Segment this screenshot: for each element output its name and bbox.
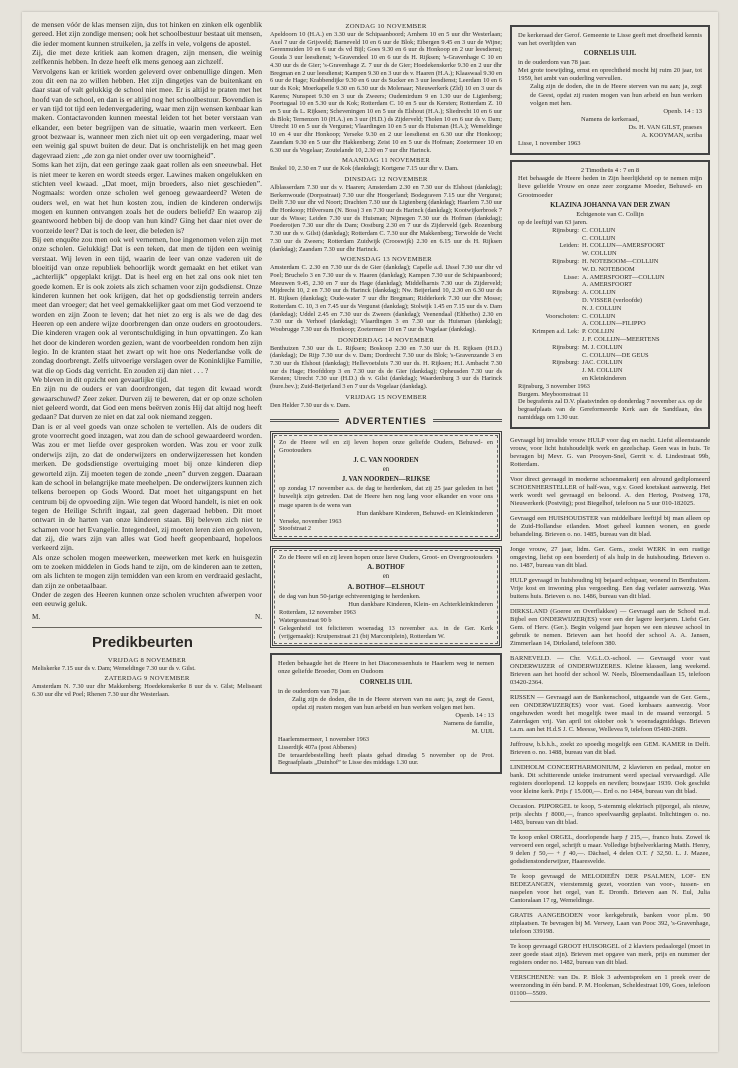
classified-ad xyxy=(510,543,710,574)
ad-place: Rotterdam, 12 november 1963 xyxy=(279,609,356,617)
family-name: D. VISSER (verloofde) xyxy=(582,296,643,304)
notice-place: Rijnsburg, 3 november 1963 xyxy=(518,382,590,390)
ad-verse: Zalig zijn de doden, die in de Heere sterven van nu aan; ja, zegt de Geest, opdat zij rusten mogen van hun arbeid en hun werken volgen met hen. xyxy=(292,695,494,711)
family-name: J. F. COLLIJN—MEERTENS xyxy=(582,335,660,343)
family-place xyxy=(518,375,582,383)
family-name: P. COLLIJN xyxy=(582,328,614,336)
ad-body: op zondag 17 november a.s. de dag te herdenken, dat zij 25 jaar geleden in het huwelijk zijn getreden. Dat de Heere hen nog lang voor elkander en voor ons mage sparen is de wens van xyxy=(279,485,493,509)
classified-ad-text: Gevraagd bij invalide vrouw HULP voor dag en nacht. Liefst alleenstaande vrouw, voor licht huishoudelijk werk en gezelschap. Geen was in huis. Te bevragen bij Mevr. G. van Prooyen-Snel, Gerrit v. d. Lindestraat 99b, Rotterdam. xyxy=(510,436,710,468)
schedule-day: VRIJDAG 15 NOVEMBER xyxy=(345,393,427,401)
family-name: en Kleinkinderen xyxy=(582,374,627,382)
notice-signature: A. KOOYMAN, scriba xyxy=(641,132,702,140)
ad-thanks: Hun dankbare Kinderen, Klein- en Achterkleinkinderen xyxy=(348,601,493,609)
family-name: C. COLLIJN—DE GEUS xyxy=(582,351,649,359)
ad-name: A. BOTHOF—ELSHOUT xyxy=(347,583,425,591)
ad-name: CORNELIS UIJL xyxy=(359,678,413,686)
family-place xyxy=(518,367,582,375)
family-place: Voorschoten: xyxy=(545,312,579,320)
article-paragraph: Als onze scholen mogen meewerken, meewerken met kerk en huisgezin om te zoeken middelen in Gods hand te zijn, om de kinderen aan te zetten, om als lichten te mogen zijn temidden van een krom en verdraaid geslacht, dan zijn ze onbetaalbaar. xyxy=(32,552,262,590)
family-row xyxy=(518,250,702,258)
ad-name: J. C. VAN NOORDEN xyxy=(353,456,419,464)
ad-family: Namens de familie, xyxy=(443,719,494,727)
family-list xyxy=(518,227,702,383)
ad-intro: Heden behaagde het de Heere in het Diaconessenhuis te Haarlem weg te nemen onze geliefde Broeder, Oom en Oudoom xyxy=(278,660,494,676)
ad-place: Haarlemmermeer, 1 november 1963 xyxy=(278,736,370,744)
family-place xyxy=(518,235,582,243)
ad-conjunction: en xyxy=(382,465,390,473)
notice-age: in de ouderdom van 78 jaar. xyxy=(518,59,591,67)
classified-ad-text: VERSCHENEN: van Ds. P. Blok 3 adventspreken en 1 preek over de weerzonding in één band. P. M. Hookman, Scheldestraat 109, Goes, telefoon 01100—5509. xyxy=(510,973,710,997)
article-paragraph: Soms kan het zijn, dat een geringe zaak gaat rollen als een sneeuwbal. Het is niet meer te keren en wordt steeds erger. Lawines maken ongelukken en stichten veel kwaad. „Dat moet, mijn broeders, also niet geschieden”. Nogmaals: worden onze scholen wel genoeg gewaardeerd? Weten de ouders wel, en wat het hun kosten zou, indien de kinderen onderwijs mogen en kunnen ontvangen zoals het de ouders beliefd? En waarop zij geantwoord hebben bij de doop van hun kind? Ging het daar niet over de voorzeide leer? Dat is toch de leer, die beleden is? xyxy=(32,160,262,235)
notice-verse-ref: Openb. 14 : 13 xyxy=(663,107,702,115)
family-row xyxy=(518,359,702,367)
newspaper-page xyxy=(22,12,718,1052)
ad-address: Watergeusstraat 90 b xyxy=(279,616,332,624)
ad-address: Lisserdijk 407a (post Abbenes) xyxy=(278,743,357,751)
ad-address: Stoofstraat 2 xyxy=(279,525,312,533)
signature-right: N. xyxy=(255,612,262,621)
family-row xyxy=(518,289,702,297)
family-name: C. COLLIJN xyxy=(582,226,616,234)
ad-name: A. BOTHOF xyxy=(367,564,405,572)
notice-signature: Ds. H. VAN GILST, praeses xyxy=(628,123,702,131)
classified-ad-text: Te koop gevraagd de MELODIEËN DER PSALMEN, LOF- EN BEDEZANGEN, vierstemmig gezet, voorzien van voor-, tussen- en naspelen voor het orgel, van E. Dronth. Brieven aan N. Eul, Julia Cantoralaan 17 rg, Wemeldinge. xyxy=(510,872,710,904)
schedule-day: WOENSDAG 13 NOVEMBER xyxy=(340,256,432,264)
classified-ad-text: LINDHOLM CONCERTHARMONIUM, 2 klavieren en pedaal, motor en bank. Dit schitterende unieke instrument werd speciaal vervaardigd. Alle registers doorlopend. 12 koppels en nevilen; bouwjaar 1939. Ook geschikt voor kleine kerk. Prijs ƒ 15.000,—. Erd o. no 1484, bureau van dit blad. xyxy=(510,763,710,795)
schedule-text: Meliskerke 7.15 uur ds v. Dam; Wemeldinge 7.30 uur ds v. Gilst. xyxy=(32,664,196,672)
family-place: Leiden: xyxy=(559,242,579,250)
classified-ad-text: Te koop enkel ORGEL, doorlopende harp ƒ 215,—, franco huis. Zowel ik vervoerd een orgel, schrijft u maar. Volledige bijbelverklaring Matth. Henry, 9 delen ƒ 50,— + ƒ 40,—. Dächsel, 4 delen O.T. ƒ 32,50. L. J. Mazee, godsdienstonderwijzer, Haaresvelde. xyxy=(510,833,710,865)
ad-verse-ref: Openb. 14 : 13 xyxy=(455,711,494,719)
family-row xyxy=(518,352,702,360)
church-notice xyxy=(510,25,710,155)
schedule-day: ZONDAG 10 NOVEMBER xyxy=(345,23,427,30)
family-name: M. J. COLLIJN xyxy=(582,343,623,351)
ad-thanks: Hun dankbare Kinderen, Behuwd- en Kleinkinderen xyxy=(356,509,493,517)
family-row xyxy=(518,274,702,282)
schedule-text: Alblasserdam 7.30 uur ds v. Haaren; Amsterdam 2.30 en 7.30 uur ds Elshout (dankdag); Berkenwoude (Dorpsstraat) 7.30 uur dhr Hoogerland; Bodegraven 7.15 uur dhr Vergunst; Delft 7.30 uur dhr vd Noort; Drachten 7.30 uur ds Ligtenberg (dankdag); Haarlem 7.30 uur dhr Honkoop; Hilversum (N. Boss) 3 en 7.30 uur ds Harinck (dankdag); Kootwijkerbroek 7 uur ds Wisse; Leiden 7.30 uur ds Huisman; Nijmegen 7.30 uur ds Hofman (dankdag); Poederoijen 7.30 uur dhr ds Dam; Oostburg 2.30 en 7 uur ds Zijderveld (geb. Rozenburg 7.30 uur ds v. Gilst) (dankdag); Rotterdam C. 7.30 uur dhr Makkenberg; Terwolde de Vecht 7.30 uur ds Zweers; Rotterdam Zuidwijk (Crooswijk) 2.30 en 6.15 uur ds H. Rijksen (dankdag); Zaandam 7.30 uur dhr Harinck. xyxy=(270,183,502,253)
article-column xyxy=(32,20,262,699)
family-row xyxy=(518,367,702,375)
ad-age: in de ouderdom van 78 jaar. xyxy=(278,687,351,695)
signature-left: M. xyxy=(32,612,41,621)
ad-name: J. VAN NOORDEN—RIJKSE xyxy=(341,476,431,484)
family-name: H. COLLIJN—AMERSFOORT xyxy=(582,242,665,250)
schedule-text: Den Helder 7.30 uur ds v. Dam. xyxy=(270,401,351,409)
classified-ads xyxy=(510,434,710,1002)
family-place xyxy=(518,266,582,274)
classified-ad xyxy=(510,605,710,652)
article-paragraph: Dan is er al veel goeds van onze scholen te vertellen. Als de ouders dit grote voorrecht goed inzagen, wat zou dan de school gewaardeerd worden. Was zou er met liefde over gesproken worden. Was zou er voor zulk onderwijs zijn, zo dat de onderwijzers en onderwijzeressen het konden merken. De godsdienstige overtuiging moet bij onze kinderen diep geworteld zijn. Zij moeten tegen de zonde „neen” durven zeggen. Daaraan kan de school in belangrijke mate meehelpen. De onderwijzers kunnen zich telkens beroepen op Gods Woord. Dat moet het uitgangspunt en het centrum bij de opvoeding zijn. Wie tegen dat Woord handelt, is niet en ook tegen de Heilige Schrift ingaat, zal geen dageraad hebben. Dit moet ontwart in de harten van onze kinderen staan. Bij beleven zich niet te schamen voor het Evangelie. Integendeel, zij moeten leren zien en geloven, dat zij, die wars zijn van alles wat God heeft geopenbaard, hopeloos verkeerd zijn. xyxy=(32,421,262,553)
classified-ad xyxy=(510,473,710,512)
classified-ad-text: Voor direct gevraagd in moderne schoenmakerij een alround gediplomeerd SCHOENHERSTELLER of half-was, v.g.v. Goed koetskast aanwezig. Het werk wordt wel gevraagd en beloond. A. den Hertog, Postweg 178, Nieuwerkerk (Postviig); post Biegelhof, telefoon na 5 uur 010-182025. xyxy=(510,475,710,507)
family-place: Rijnsburg: xyxy=(552,289,579,297)
anniversary-ad xyxy=(270,431,502,542)
schedule-day: DONDERDAG 14 NOVEMBER xyxy=(337,336,435,344)
notice-name: CORNELIS UIJL xyxy=(583,50,637,58)
schedule-and-ads-column xyxy=(270,20,502,779)
schedule-day: MAANDAG 11 NOVEMBER xyxy=(342,157,430,165)
family-row xyxy=(518,266,702,274)
classified-ad xyxy=(510,691,710,738)
schedule-day: ZATERDAG 9 NOVEMBER xyxy=(104,675,190,683)
family-name: H. NOTEBOOM—COLLIJN xyxy=(582,257,659,265)
family-place: Krimpen a.d. Lek: xyxy=(532,328,579,336)
family-row xyxy=(518,375,702,383)
family-row xyxy=(518,328,702,336)
family-row xyxy=(518,313,702,321)
ad-funeral: De teraardebestelling heeft plaats gehad dinsdag 5 november op de Prot. Begraafplaats „Duinhof” te Lisse des middags 1.30 uur. xyxy=(278,751,494,767)
classified-ad xyxy=(510,574,710,605)
classified-ad xyxy=(510,800,710,831)
family-row xyxy=(518,297,702,305)
article-paragraph: En zijn nu de ouders er van doordrongen, dat tegen dit kwaad wordt gewaarschuwd? Zeer zeker. Durven zij te beweren, dat er op onze scholen niet geleerd wordt, dat God een mens beërven zonis Hij dat altijd nog heeft gedaan? Dat durven ze niet en dat zal ook niemand zeggen. xyxy=(32,384,262,422)
classified-ad-text: RIJSSEN — Gevraagd aan de Bankenschool, uitgaande van de Ger. Gem., een ONDERWIJZER(ES) voor vast. Goed kenbaars aanwezig. Voor ongehuwden wordt het mogelijk twee maal in de maand verzorgd. 5 Zaterdagen vrij. Van april tot oktober ook 's woensdagmiddags. Brieven t.a.m. aan het H.d.S J. C. Meesse, Wellevea 9, telefoon 05480-2689. xyxy=(510,693,710,733)
ad-intro: Zo de Heere wil en zij leven hopen onze lieve Ouders, Groot- en Overgrootouders xyxy=(279,554,493,562)
classified-ad xyxy=(510,909,710,940)
family-name: C. COLLIJN xyxy=(582,234,616,242)
classified-ad-text: GRATIS AANGEBODEN voor kerkgebruik, banken voor pl.m. 90 zitplaatsen. Te bevragen bij M. Verwey, Laan van Pooc 392, 's-Gravenhage, telefoon 339198. xyxy=(510,911,710,935)
ad-place: Yerseke, november 1963 xyxy=(279,517,342,525)
classified-ad xyxy=(510,512,710,543)
schedule-text: Amsterdam C. 2.30 en 7.30 uur ds de Gier (dankdag); Capelle a.d. IJssel 7.30 uur dhr vd Poel; Bruchelo 3 en 7.30 uur ds v. Haaren (dankdag); Kampen 7.30 uur de Schipaanboord; Meeuwen 9.45, 2.30 en 7 uur ds Hage (dankdag); Middelharnis 7.30 uur ds Zijderveld; Mijdrecht 10, 2 en 7.30 uur ds Harinck (dankdag); Nw. Beijerland 10, 2.30 en 6.30 uur ds H. Rijksen (dankdag); Oude-water 7 uur dhr Bregman; Ridderkerk 7.30 uur dhr Mosse; Rotterdam C. 10, 3 en 7.45 uur ds Vergunst (dankdag); Stolwijk 1.45 en 7.15 uur ds v. Dam (dankdag); Uddel 2.45 en 7.30 uur ds Zweers (dankdag); Veenendaal (Elthetho) 2.30 en 7.30 uur ds Verhoef (dankdag); Vlaardingen 3 en 7.30 uur ds Huisman (dankdag); Woubrugge 7.30 uur ds Honkoop; Zoetermeer 10 en 7 uur ds Vogelaar (dankdag). xyxy=(270,264,502,333)
predikbeurten-title: Predikbeurten xyxy=(92,633,193,651)
advertisements-title: ADVERTENTIES xyxy=(345,415,427,426)
notices-column xyxy=(510,20,710,1002)
schedule-text: Apeldoorn 10 (H.A.) en 3.30 uur de Schipaanboord; Arnhem 10 en 5 uur dhr Westerlaan; Axel 7 uur de Grijsveld; Barneveld 10 en 6 uur de Blok; Eibergen 9.45 en 3 uur de Wijne; Gerenmuiden 10 en 6 uur ds vd Bijl; Goes 9.30 en 6 uur ds Honkoop en 2 uur leesdienst; Gouda 3 uur leesdienst; 's-Gravendeel 10 en 6 uur ds H. Rijksen; 's-Gravenhage C 10 en 4.30 uur ds de Gier; 's-Gravenhage Z. 7 uur ds de Gier; Hoedekenskerke 9.30 en 2 uur dhr Bregman en 2 uur leesdienst; Kampen 9.30 en 3 uur ds v. Haaren (H.A.); Klaaswaal 9.30 en 6 uur de Hage; Krabbendijke 9.30 en 6 uur ds Sucker en 3 uur leesdienst; Leerdam 10 en 6 uur ds Kok; Moerkapelle 9.30 en 6.30 uur ds Molenaar; Nieuwerkerk (Zld) 10 en 3 uur ds Karens; Nunspeet 9.30 en 3 uur ds Zweers; Oudemirdum 9 en 1.30 uur de Ligtenberg; Poortugaal 10 en 5.30 uur ds Kok; Rotterdam C. 10 en 5 uur ds Kersten; Rotterdam Z. 10 en 5 uur ds L. Rijksen; Scheveningen 10 en 5 uur ds Elshout (H.A.); Sliedrecht 10 en 6 uur ds Blok; Ternenzen 10 (H.A.) en 3 uur (H.D.) ds Zijderveld; Tholen 10 en 6 uur ds v. Dam; Utrecht 10 en 5 uur ds Vergunst; Vlaardingen 10 en 5 uur ds Huisman (H.A.); Wemeldinge 10 en 4 uur dhr Honkoop; Yerseke 9.30 en 2 uur leesdienst en 6.30 uur dhr Honkoop; Zaandam 9.30 en 5 uur dhr Hakkenberg; Zeist 10 en 5 uur ds Hofman; Zoetermeer 10 en 6.30 uur ds Vogelaar; Zoutelande 10, 2.30 en 7 uur dhr Harinck. xyxy=(270,31,502,154)
ad-conjunction: en xyxy=(382,573,390,581)
article-paragraph: Zij, die met deze kritiek aan komen dragen, zijn mensen, die weinig zelfkennis hebben. In deze heeft elk mens genoeg aan zichzelf. xyxy=(32,48,262,67)
anniversary-ad xyxy=(270,546,502,648)
family-name: A. AMERSFOORT xyxy=(582,281,633,289)
classified-ad xyxy=(510,652,710,691)
schedule-text: Benthuizen 7.30 uur ds L. Rijksen; Boskoop 2.30 en 7.30 uur ds H. Rijksen (H.D.) (dankdag); De Rijp 7.30 uur ds v. Dam; Dordrecht 7.30 uur ds Blok; 's-Gravenzande 3 en 7.30 uur ds Elshout (dankdag); Hellevoetsluis 7.30 uur ds. H. Rijksen; H.I. Ambacht 7.30 uur ds Hage; Hoofddorp 3 en 7.30 uur ds de Gier (dankdag); Opheusden 7.30 uur ds Kersten; Utrecht 7.30 uur (H.D.) ds v. Gilst (dankdag); Waardenburg 3 uur ds Harinck (bure.bev.); Zuid-Beijerland 3 en 7 uur ds Vogelaar (dankdag). xyxy=(270,344,502,391)
family-place: Rijnsburg: xyxy=(552,343,579,351)
article-paragraph: Bij een enquête zou men ook wel vernemen, hoe ingenomen velen zijn met onze scholen. Gelukkig! Dat is een teken, dat men de tijden een weinig verstaat. Wij leven in een tijd, waarin de leer van onze vaderen uit de bloeitijd van onze republiek behoorlijk wordt gemaakt en het etiket van „achterlijk” opgeplakt krijgt. Dat is heel erg en het zal ons ook niet ten goede komen. Er is ook zoiets als zich schamen voor zijn godsdienst. Onze kinderen kunnen het ook krijgen, dat het op godsdienstig terrein anders meet dan vroeger; dat het veel gemakkelijker gaat om met God verzoend te worden en zijn Zoon te leven; dat het niet zo erg is als we de dag des Heeren op een andere wijze doorbrengen dan onze ouders en grootouders. Die kinderen vragen ook al verontschuldiging in hun opvattingen. Zo kan het door de kinderen worden gezien, want de voorbeelden rondom hen zijn legio. In de kranten staat het zwart op wit hoe ons Nederlandse volk de zondag doorbrengt. Zelfs uitvoerige verslagen over de Koninklijke Familie, wat die op Gods dag verricht. En zouden zij dan niet . . . ? xyxy=(32,234,262,375)
family-row xyxy=(518,320,702,328)
classified-ad-text: Juffrouw, b.b.h.h., zoekt zo spoedig mogelijk een GEM. KAMER in Delft. Brieven o. no. 1488, bureau van dit blad. xyxy=(510,740,710,756)
family-place xyxy=(518,297,582,305)
notice-address: Burgem. Meyboomstraat 11 xyxy=(518,390,589,398)
classified-ad-text: Te koop gevraagd GROOT HUISORGEL of 2 klaviers pedaalorgel (moet in zeer goede staat zijn). Brieven met opgave van merk, prijs en nummer der registers onder no. 1482, bureau van dit blad. xyxy=(510,942,710,966)
classified-ad xyxy=(510,940,710,971)
classified-ad-text: BARNEVELD. — Chr. V.G.L.O.-school. — Gevraagd voor vast ONDERWIJZER of ONDERWIJZERES. Kleine klassen, lang weekend. Brieven aan het hoofd der school W. Neels, Bloemendaallaan 15, telefoon 03420-2364. xyxy=(510,654,710,686)
classified-ad xyxy=(510,761,710,800)
ad-extra: Gelegenheid tot feliciteren woensdag 13 november a.s. in de Ger. Kerk (vrijgemaakt): Kruipenstraat 21 (bij Marconiplein), Rotterdam W. xyxy=(279,624,493,640)
family-place xyxy=(518,281,582,289)
ad-body: de dag van hun 50-jarige echtvereniging te herdenken. xyxy=(279,592,421,600)
family-row xyxy=(518,235,702,243)
family-row xyxy=(518,305,702,313)
notice-council: Namens de kerkeraad, xyxy=(581,115,639,123)
notice-funeral: De begrafenis zal D.V. plaatsvinden op donderdag 7 november a.s. op de begraafplaats van de Gereformeerde Kerk aan de Sandtlaan, des namiddags om 1.30 uur. xyxy=(518,398,702,421)
classified-ad-text: DIRKSLAND (Goeree en Overflakkee) — Gevraagd aan de School m.d. Bijbel een ONDERWIJZER(ES) voor een der lagere leerjaren. Liefst Ger. Gem. of Herv. (Ger.). Begin volgend jaar hopen we een nieuwe school in gebruik te nemen. Brieven aan het hoofd der school A. A. Jansen, Zimmerlaan 14, Dirksland, telefoon 380. xyxy=(510,607,710,647)
notice-name: KLAZINA JOHANNA VAN DER ZWAN xyxy=(550,201,670,209)
schedule-day: VRIJDAG 8 NOVEMBER xyxy=(107,656,187,664)
family-name: A. COLLIJN—FILIPPO xyxy=(582,320,646,328)
classified-ad-text: Gevraagd een HUISHOUDSTER van middelbare leeftijd bij man alleen op de Zuid-Hollandse eilanden. Moet geheel kunnen wonen, en goede behandeling. Brieven o. no. 1485, bureau van dit blad. xyxy=(510,514,710,538)
family-place xyxy=(518,250,582,258)
family-place: Rijnsburg: xyxy=(552,359,579,367)
family-place: Lisse: xyxy=(563,273,579,281)
family-name: W. D. NOTEBOOM xyxy=(582,265,635,273)
family-place xyxy=(518,305,582,313)
article-paragraph: de mensen vóór de klas mensen zijn, dus tot hinken en zinken elk ogenblik gereed. Het zijn zondige mensen; ook het schoolbestuur bestaat uit mensen, die ieder moment kunnen struikelen, ja zelfs in vele, volgens de apostel. xyxy=(32,20,262,48)
notice-intro: Het behaagde de Heere heden in Zijn heerlijkheid op te nemen mijn lieve geliefde Vrouw en onze zeer zorgzame Moeder, Behuwd- en Grootmoeder xyxy=(518,175,702,199)
ad-signature: M. UIJL xyxy=(471,728,494,735)
notice-verse-ref: 2 Timotheüs 4 : 7 en 8 xyxy=(580,167,640,175)
family-name: JAC. COLLIJN xyxy=(582,359,623,367)
family-place xyxy=(518,352,582,360)
schedule-text: Amsterdam N. 7.30 uur dhr Makkenberg; Hoedekenskerke 8 uur ds v. Gilst; Meliseant 6.30 uur dhr vd Poel; Rhenen 7.30 uur dhr Westerlaan. xyxy=(32,683,262,699)
classified-ad xyxy=(510,738,710,761)
family-place: Rijnsburg: xyxy=(552,226,579,234)
notice-age: op de leeftijd van 63 jaren. xyxy=(518,218,588,226)
family-name: W. COLLIJN xyxy=(582,250,617,258)
family-name: C. COLLIJN xyxy=(582,312,616,320)
notice-spouse: Echtgenote van C. Collijn xyxy=(576,210,644,218)
classified-ad-text: Occasion. PIJPORGEL te koop, 5-stemmig elektrisch pijporgel, als nieuw, prijs slechts ƒ 8000,—, franco speelvaardig geplaatst. Inlichtingen o. no. 1483, bureau van dit blad. xyxy=(510,802,710,826)
classified-ad xyxy=(510,434,710,473)
family-row xyxy=(518,242,702,250)
family-row xyxy=(518,336,702,344)
notice-place: Lisse, 1 november 1963 xyxy=(518,140,581,148)
obituary-notice xyxy=(510,160,710,428)
ad-intro: Zo de Heere wil en zij leven hopen onze geliefde Ouders, Behuwd- en Grootouders xyxy=(279,438,493,454)
family-name: J. M. COLLIJN xyxy=(582,367,623,375)
notice-intro: De kerkeraad der Gerof. Gemeente te Lisse geeft met droefheid kennis van het overlijden van xyxy=(518,32,702,48)
family-name: A. AMERSFOORT—COLLIJN xyxy=(582,273,665,281)
classified-ad xyxy=(510,831,710,870)
classified-ad-text: Jonge vrouw, 27 jaar, lidm. Ger. Gem., zoekt WERK in een rustige omgeving, liefst op een boerderij of als hulp in de huishouding. Brieven o. no. 1487, bureau van dit blad. xyxy=(510,545,710,569)
obituary-ad xyxy=(270,653,502,774)
notice-body: Met grote toewijding, ernst en oprechtheid mocht hij ruim 20 jaar, tot 1959, het ambt van ouderling vervullen. xyxy=(518,67,702,83)
family-place xyxy=(518,336,582,344)
classified-ad-text: HULP gevraagd in huishouding bij bejaard echtpaar, wonend in Benthuizen. Vrije kost en inwoning plus vergoeding. Een dag verlater aanwezig. Was buitens huis. Brieven o. no. 1486, bureau van dit blad. xyxy=(510,576,710,600)
family-row xyxy=(518,258,702,266)
family-place xyxy=(518,320,582,328)
schedule-text: Brakel 10, 2.30 en 7 uur de Kok (dankdag); Kortgene 7.15 uur dhr v. Dam. xyxy=(270,165,459,173)
schedule-day: DINSDAG 12 NOVEMBER xyxy=(344,175,428,183)
church-schedule xyxy=(270,23,502,410)
divider xyxy=(32,627,262,628)
family-name: N. J. COLLIJN xyxy=(582,304,622,312)
article-paragraph: We bleven in dit opzicht een gevaarlijke tijd. xyxy=(32,375,169,385)
family-name: A. COLLIJN xyxy=(582,289,616,297)
notice-verse: Zalig zijn de doden, die in de Heere sterven van nu aan; ja, zegt de Geest, opdat zij rusten mogen van hun arbeid en hun werken volgen met hen. xyxy=(530,83,702,107)
classified-ad xyxy=(510,971,710,1002)
family-place: Rijnsburg: xyxy=(552,257,579,265)
article-paragraph: Onder de zegen des Heeren kunnen onze scholen vruchten afwerpen voor een eeuwig geluk. xyxy=(32,589,262,609)
family-row xyxy=(518,281,702,289)
family-row xyxy=(518,344,702,352)
family-row xyxy=(518,227,702,235)
advertisements-header xyxy=(270,416,502,426)
article-signature xyxy=(32,613,262,621)
classified-ad xyxy=(510,870,710,909)
article-paragraph: Vervolgens kan er kritiek worden geleverd over onbenullige dingen. Men zou dit een na zo willen hebben. Het zijn dingetjes van de buitenkant en daar staat of valt gelukkig de school niet mee. Er is altijd te praten met het hoofd van de school, en dan is er altijd nog het schoolbestuur. Bovendien is er van tijd tot tijd een ledenvergadering, waar men zijn wensen kenbaar kan maken. Contactavonden kunnen meestal leiden tot het beter verstaan van elkander, een beter begrijpen van de situatie, waarin men verkeert. Een groot bezwaar is, wanneer men zich niet uit op een vergadering, maar wel een weinig gal spuwt buiten de deur. Dat is onchristelijk en het mag geen dagevraad zien: „de zon ga niet onder over uw toornigheid”. xyxy=(32,66,262,160)
